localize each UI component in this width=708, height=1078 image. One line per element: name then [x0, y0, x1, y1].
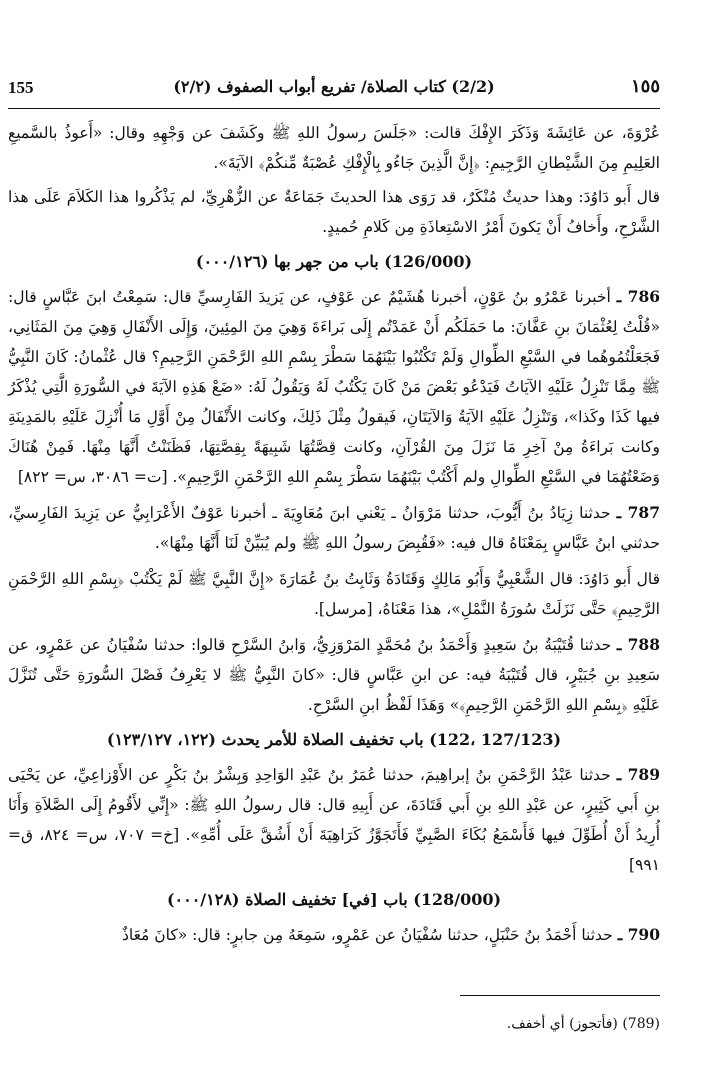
hadith-number: 789 ـ [616, 765, 660, 784]
hadith-number: 788 ـ [616, 635, 660, 654]
chapter-heading-126: (126/000) باب من جهر بها (٠٠٠/١٢٦) [195, 252, 473, 271]
abu-dawud-note: قال أَبو دَاوُدَ: وهذا حديثٌ مُنْكَرٌ، قد رَوَى هذا الحديثَ جَمَاعَةٌ عن الزُّهْرِيِّ، لم يَذْكُروا هذا الكَلاَمَ عَلَى هذا الشَّرْحِ، وأَخافُ أَنْ يَكونَ أَمْرُ الاسْتِعاذَةِ مِن كَلامِ حُميدٍ. [8, 188, 660, 236]
hadith-788 [8, 630, 660, 720]
hadith-790 [8, 920, 660, 950]
chapter-heading-128: (128/000) باب [في] تخفيف الصلاة (٠٠٠/١٢٨) [166, 890, 502, 909]
hadith-number: 786 ـ [616, 287, 661, 306]
running-head [8, 74, 660, 104]
hadith-text: حدثنا أَحْمَدُ بنُ حَنْبَلٍ، حدثنا سُفْيَانُ عن عَمْرٍو، سَمِعَهُ مِن جابرٍ: قال: «كانَ مُعَاذٌ [121, 926, 613, 944]
hadith-789 [8, 760, 660, 880]
hadith-number: 787 ـ [616, 503, 660, 522]
page-number-arabic: ١٥٥ [630, 76, 660, 97]
hadith-787 [8, 498, 660, 624]
hadith-text: حدثنا عَبْدُ الرَّحْمَنِ بنُ إبراهِيمَ، حدثنا عُمَرُ بنُ عَبْدِ الوَاحِدِ وَبِشْرُ بنُ بَكْرٍ عن الأَوْزاعِيِّ، عن يَحْيَى بنِ أَبي كَثِيرٍ، عن عَبْدِ اللهِ بنِ أَبي قَتَادَةَ، عن أَبِيهِ قال: قال رسولُ اللهِ ﷺ: «إِنِّي لأَقُومُ إِلَى الصَّلاَةِ وَأَنَا أُرِيدُ أَنْ أُطَوِّلَ فيها فَأَسْمَعُ بُكَاءَ الصَّبِيِّ فَأَتَجَوَّزُ كَرَاهِيَةَ أَنْ أَشُقَّ عَلَى أُمِّهِ». [خ= ٧٠٧، س= ٨٢٤، ق= ٩٩١] [8, 766, 661, 874]
hadith-text: حدثنا زِيَادُ بنُ أَيُّوبَ، حدثنا مَرْوَانُ ـ يَعْني ابنَ مُعَاوِيَةَ ـ أخبرنا عَوْفٌ الأَعْرَابِيُّ عن يَزِيدَ الفَارِسيِّ، حدثني ابنُ عَبَّاسٍ بِمَعْنَاهُ قال فيه: «فَقُبِضَ رسولُ اللهِ ﷺ ولم يُبَيِّنْ لَنَا أَنَّهَا مِنْهَا». [8, 504, 660, 552]
hadith-text: أخبرنا عَمْرُو بنُ عَوْنٍ، أخبرنا هُشَيْمٌ عن عَوْفٍ، عن يَزيدَ الفَارِسيِّ قال: سَمِعْتُ ابنَ عَبَّاسٍ قال: «قُلْتُ لِعُثْمَانَ بنِ عَفَّانَ: ما حَمَلَكُم أَنْ عَمَدْتُم إِلَى بَراءَةَ وَهِيَ مِنَ المِئِينَ، وَإِلَى الأَنْفَالِ وَهِيَ مِنَ المَثَانِي، فَجَعَلْتُمُوهُما في السَّبْعِ الطِّوالِ وَلَمْ تَكْتُبُوا بَيْنَهُمَا سَطْرَ بِسْمِ اللهِ الرَّحْمَنِ الرَّحِيمِ؟ قال عُثْمانُ: كَانَ النَّبِيُّ ﷺ مِمَّا تَنْزِلُ عَلَيْهِ الآيَاتُ فَيَدْعُو بَعْضَ مَنْ كَانَ يَكْتُبُ لَهُ وَيَقُولُ لَهُ: «ضَعْ هَذِهِ الآيَةَ في السُّورَةِ الَّتِي يُذْكَرُ فيها كَذَا وكَذا»، وَتَنْزِلُ عَلَيْهِ الآيَةُ وَالآيَتَانِ، فَيقولُ مِثْلَ ذَلِكَ، وكانت الأَنْفَالُ مِنْ أَوَّلِ مَا أُنْزِلَ عَلَيْهِ بالمَدِينَةِ وكانت بَراءَةُ مِنْ آخِرِ مَا نَزَلَ مِنَ القُرْآنِ، وكانت قِصَّتُهَا شَبِيهَةً بِقِصَّتِهَا، فَظَنَنْتُ أَنَّهَا مِنْهَا. فَمِنْ هُنَاكَ وَضَعْتُهُمَا في السَّبْعِ الطِّوالِ ولم أَكْتُبْ بَيْنَهُمَا سَطْرَ بِسْمِ اللهِ الرَّحْمَنِ الرَّحِيمِ». [ت= ٣٠٨٦، س= ٨٢٢] [8, 288, 660, 486]
page-body [8, 118, 660, 956]
hadith-number: 790 ـ [617, 925, 660, 944]
continued-text: عُرْوَةَ، عن عَائِشَةَ وَذَكَرَ الإِفْكَ قالت: «جَلَسَ رسولُ اللهِ ﷺ وكَشَفَ عن وَجْهِهِ وقال: «أَعوذُ بالسَّميعِ العَلِيمِ مِنَ الشَّيْطانِ الرَّجِيمِ: ﴿إِنَّ الَّذِينَ جَاءُو بِالْإِفْكِ عُصْبَةٌ مِّنكُمْ﴾ الآيَةَ». [8, 124, 660, 172]
hadith-text: حدثنا قُتَيْبَةُ بنُ سَعِيدٍ وَأَحْمَدُ بنُ مُحَمَّدٍ المَرْوَزِيُّ، وَابنُ السَّرْحِ قالوا: حدثنا سُفْيَانُ عن عَمْرٍو، عن سَعِيدِ بنِ جُبَيْرٍ، قال قُتَيْبَةُ فيه: عن ابنِ عَبَّاسٍ قال: «كانَ النَّبِيُّ ﷺ لا يَعْرِفُ فَصْلَ السُّورَةِ حَتَّى تُنَزَّلَ عَلَيْهِ ﴿بِسْمِ اللهِ الرَّحْمَنِ الرَّحِيمِ﴾» وَهَذَا لَفْظُ ابنِ السَّرْحِ. [8, 636, 660, 714]
abu-dawud-note: قال أَبو دَاوُدَ: قال الشَّعْبِيُّ وَأَبُو مَالِكٍ وَقَتَادَةُ وَثَابِتُ بنُ عُمَارَةَ «إِنَّ النَّبِيَّ ﷺ لَمْ يَكْتُبْ ﴿بِسْمِ اللهِ الرَّحْمَنِ الرَّحِيمِ﴾ حَتَّى نَزَلَتْ سُورَةُ النَّمْلِ»، هذا مَعْنَاهُ، [مرسل]. [8, 570, 660, 618]
running-title: (2/2) كتاب الصلاة/ تفريع أبواب الصفوف (٢/٢) [173, 77, 495, 96]
chapter-heading-127: (127/123 ،122) باب تخفيف الصلاة للأمر يحدث (١٢٢، ١٢٣/١٢٧) [106, 730, 562, 749]
footnote: (789) (فأتجوز) أي أخفف. [506, 1016, 660, 1032]
hadith-786 [8, 282, 660, 492]
page-number-latin: 155 [8, 78, 34, 97]
header-rule [8, 108, 660, 109]
footnote-rule [460, 995, 660, 996]
